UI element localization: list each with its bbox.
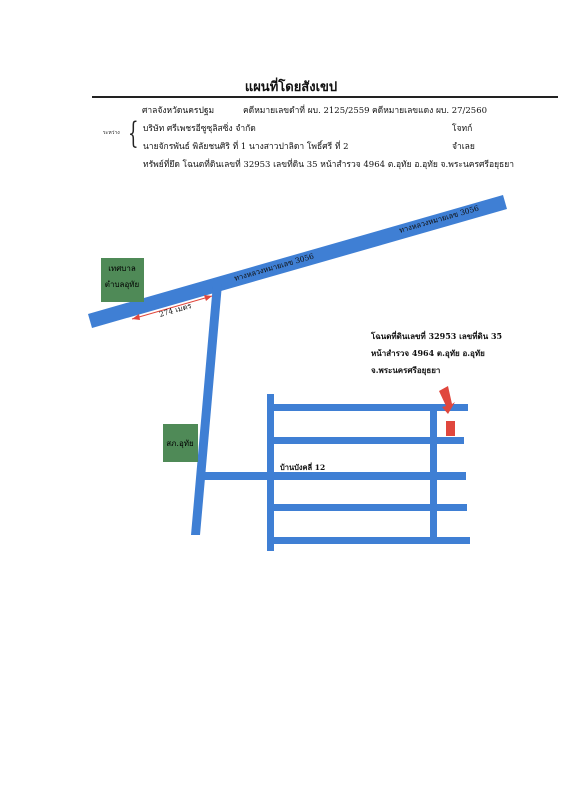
defendant-name: นายจักรพันธ์ พิลัยชนศิริ ที่ 1 นางสาวปาลิดา โพธิ์ศรี ที่ 2 [143, 142, 349, 152]
main-road [191, 284, 222, 535]
village-road-horizontal-1 [271, 404, 468, 411]
seized-property: ทรัพย์ที่ยึด โฉนดที่ดินเลขที่ 32953 เลขที่ดิน 35 หน้าสำรวจ 4964 ต.อุทัย อ.อุทัย จ.พระนครศรีอยุธยา [143, 160, 515, 170]
red-case-number: คดีหมายเลขแดง ผบ. 27/2560 [372, 106, 488, 116]
highway-label-right: ทางหลวงหมายเลข 3056 [398, 203, 480, 235]
court-name: ศาลจังหวัดนครปฐม [142, 106, 215, 116]
plaintiff-role: โจทก์ [452, 124, 473, 134]
between-label: ระหว่าง [103, 130, 120, 136]
property-note-line-1: โฉนดที่ดินเลขที่ 32953 เลขที่ดิน 35 [371, 331, 503, 341]
village-road-horizontal-4 [271, 504, 467, 511]
distance-arrow-right-icon [204, 295, 212, 301]
property-plot-marker [446, 421, 455, 436]
municipality-label-2: ตำบลอุทัย [104, 280, 140, 289]
plaintiff-name: บริษัท ศรีเพชรอีซูซุลิสซิ่ง จำกัด [143, 124, 256, 134]
party-brace-icon: { [128, 116, 139, 151]
village-road-horizontal-2 [271, 437, 464, 444]
distance-label: 274 เมตร [158, 301, 193, 319]
highway-label-center: ทางหลวงหมายเลข 3056 [233, 251, 315, 283]
village-label: บ้านบังคลี่ 12 [280, 463, 326, 472]
police-station-label: สภ.อุทัย [166, 439, 194, 448]
property-note-line-2: หน้าสำรวจ 4964 ต.อุทัย อ.อุทัย [371, 348, 485, 358]
defendant-role: จำเลย [452, 142, 475, 152]
property-note-line-3: จ.พระนครศรีอยุธยา [371, 365, 441, 375]
map-title: แผนที่โดยสังเขป [244, 80, 338, 95]
village-road-horizontal-5 [271, 537, 470, 544]
municipality-label-1: เทศบาล [108, 264, 136, 273]
village-road-horizontal-3 [199, 472, 466, 480]
black-case-number: คดีหมายเลขดำที่ ผบ. 2125/2559 [243, 106, 370, 116]
